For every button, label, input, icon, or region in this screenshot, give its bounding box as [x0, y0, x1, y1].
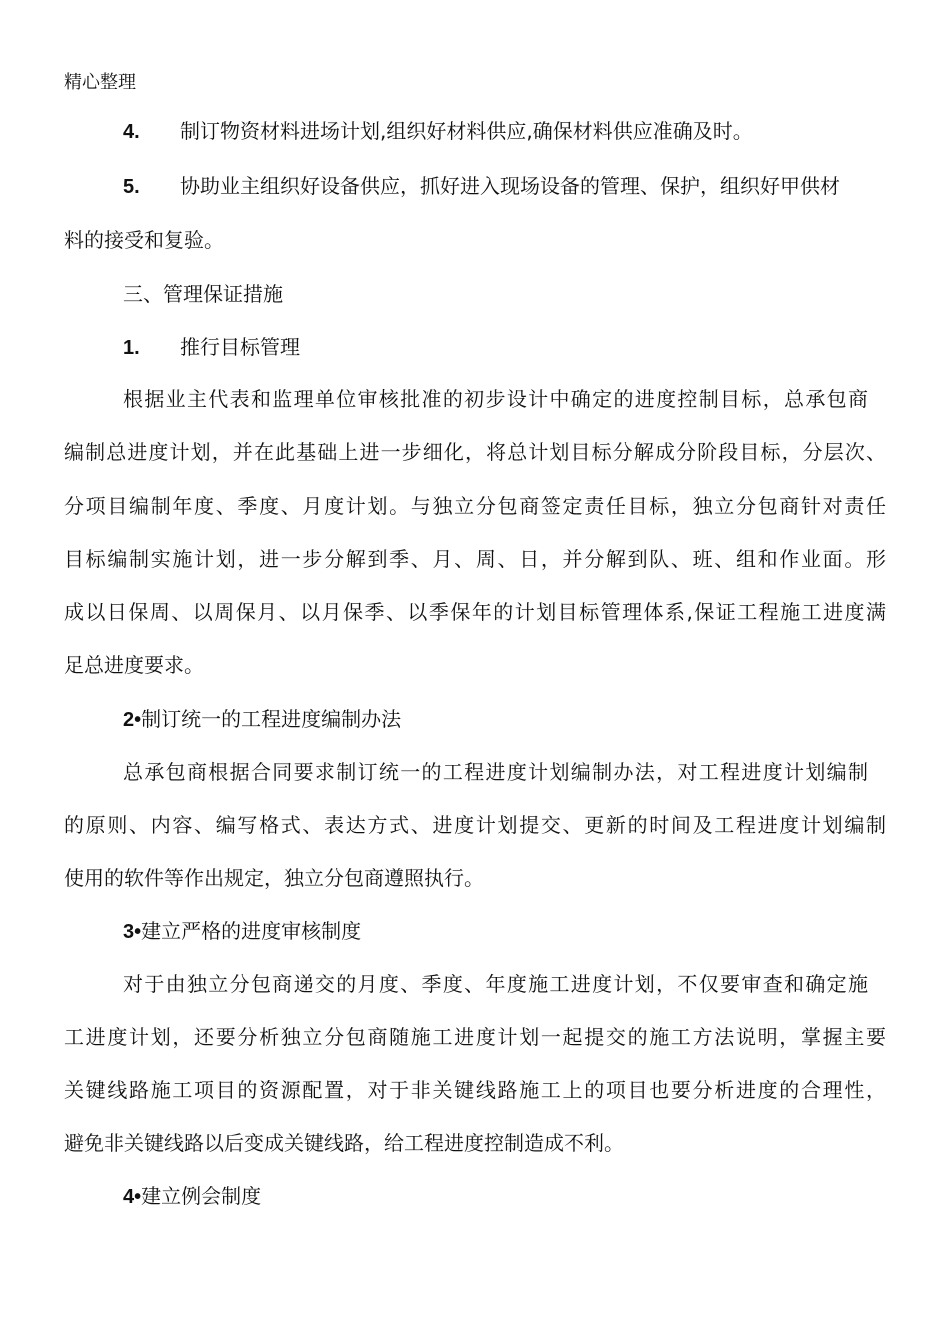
item-number: 5. — [123, 176, 140, 198]
paragraph-line: 编制总进度计划，并在此基础上进一步细化，将总计划目标分解成分阶段目标，分层次、 — [64, 440, 886, 464]
subheading-number: 3• — [123, 921, 142, 943]
item-text-continued: 料的接受和复验。 — [64, 228, 224, 252]
subheading-number: 2• — [123, 709, 142, 731]
paragraph-line: 分项目编制年度、季度、月度计划。与独立分包商签定责任目标，独立分包商针对责任 — [64, 494, 886, 518]
item-text: 协助业主组织好设备供应，抓好进入现场设备的管理、保护，组织好甲供材 — [180, 174, 840, 198]
paragraph-line: 对于由独立分包商递交的月度、季度、年度施工进度计划，不仅要审查和确定施 — [123, 972, 868, 996]
page-header: 精心整理 — [64, 72, 136, 93]
paragraph-line: 总承包商根据合同要求制订统一的工程进度计划编制办法，对工程进度计划编制 — [123, 760, 868, 784]
section-heading: 三、管理保证措施 — [123, 282, 283, 306]
list-item-4 — [123, 118, 945, 145]
paragraph-line: 避免非关键线路以后变成关键线路，给工程进度控制造成不利。 — [64, 1131, 624, 1155]
list-item-5 — [123, 173, 886, 200]
subheading-4 — [123, 1183, 945, 1210]
paragraph-line: 的原则、内容、编写格式、表达方式、进度计划提交、更新的时间及工程进度计划编制 — [64, 813, 886, 837]
paragraph-line: 足总进度要求。 — [64, 653, 204, 677]
subheading-title: 制订统一的工程进度编制办法 — [141, 707, 402, 731]
subheading-title: 建立严格的进度审核制度 — [141, 919, 362, 943]
paragraph-line: 成以日保周、以周保月、以月保季、以季保年的计划目标管理体系,保证工程施工进度满 — [64, 600, 886, 624]
subheading-title: 建立例会制度 — [141, 1184, 262, 1208]
paragraph-line: 使用的软件等作出规定，独立分包商遵照执行。 — [64, 866, 484, 890]
paragraph-line: 关键线路施工项目的资源配置，对于非关键线路施工上的项目也要分析进度的合理性， — [64, 1078, 886, 1102]
subheading-number: 1. — [123, 337, 140, 359]
subheading-number: 4• — [123, 1186, 142, 1208]
subheading-2 — [123, 706, 945, 733]
item-number: 4. — [123, 121, 140, 143]
subheading-title: 推行目标管理 — [180, 335, 300, 359]
paragraph-line: 目标编制实施计划，进一步分解到季、月、周、日，并分解到队、班、组和作业面。形 — [64, 547, 886, 571]
paragraph-line: 工进度计划，还要分析独立分包商随施工进度计划一起提交的施工方法说明，掌握主要 — [64, 1025, 886, 1049]
item-text: 制订物资材料进场计划,组织好材料供应,确保材料供应准确及时。 — [180, 119, 753, 143]
subheading-1 — [123, 334, 945, 361]
subheading-3 — [123, 918, 945, 945]
paragraph-line: 根据业主代表和监理单位审核批准的初步设计中确定的进度控制目标，总承包商 — [123, 387, 868, 411]
